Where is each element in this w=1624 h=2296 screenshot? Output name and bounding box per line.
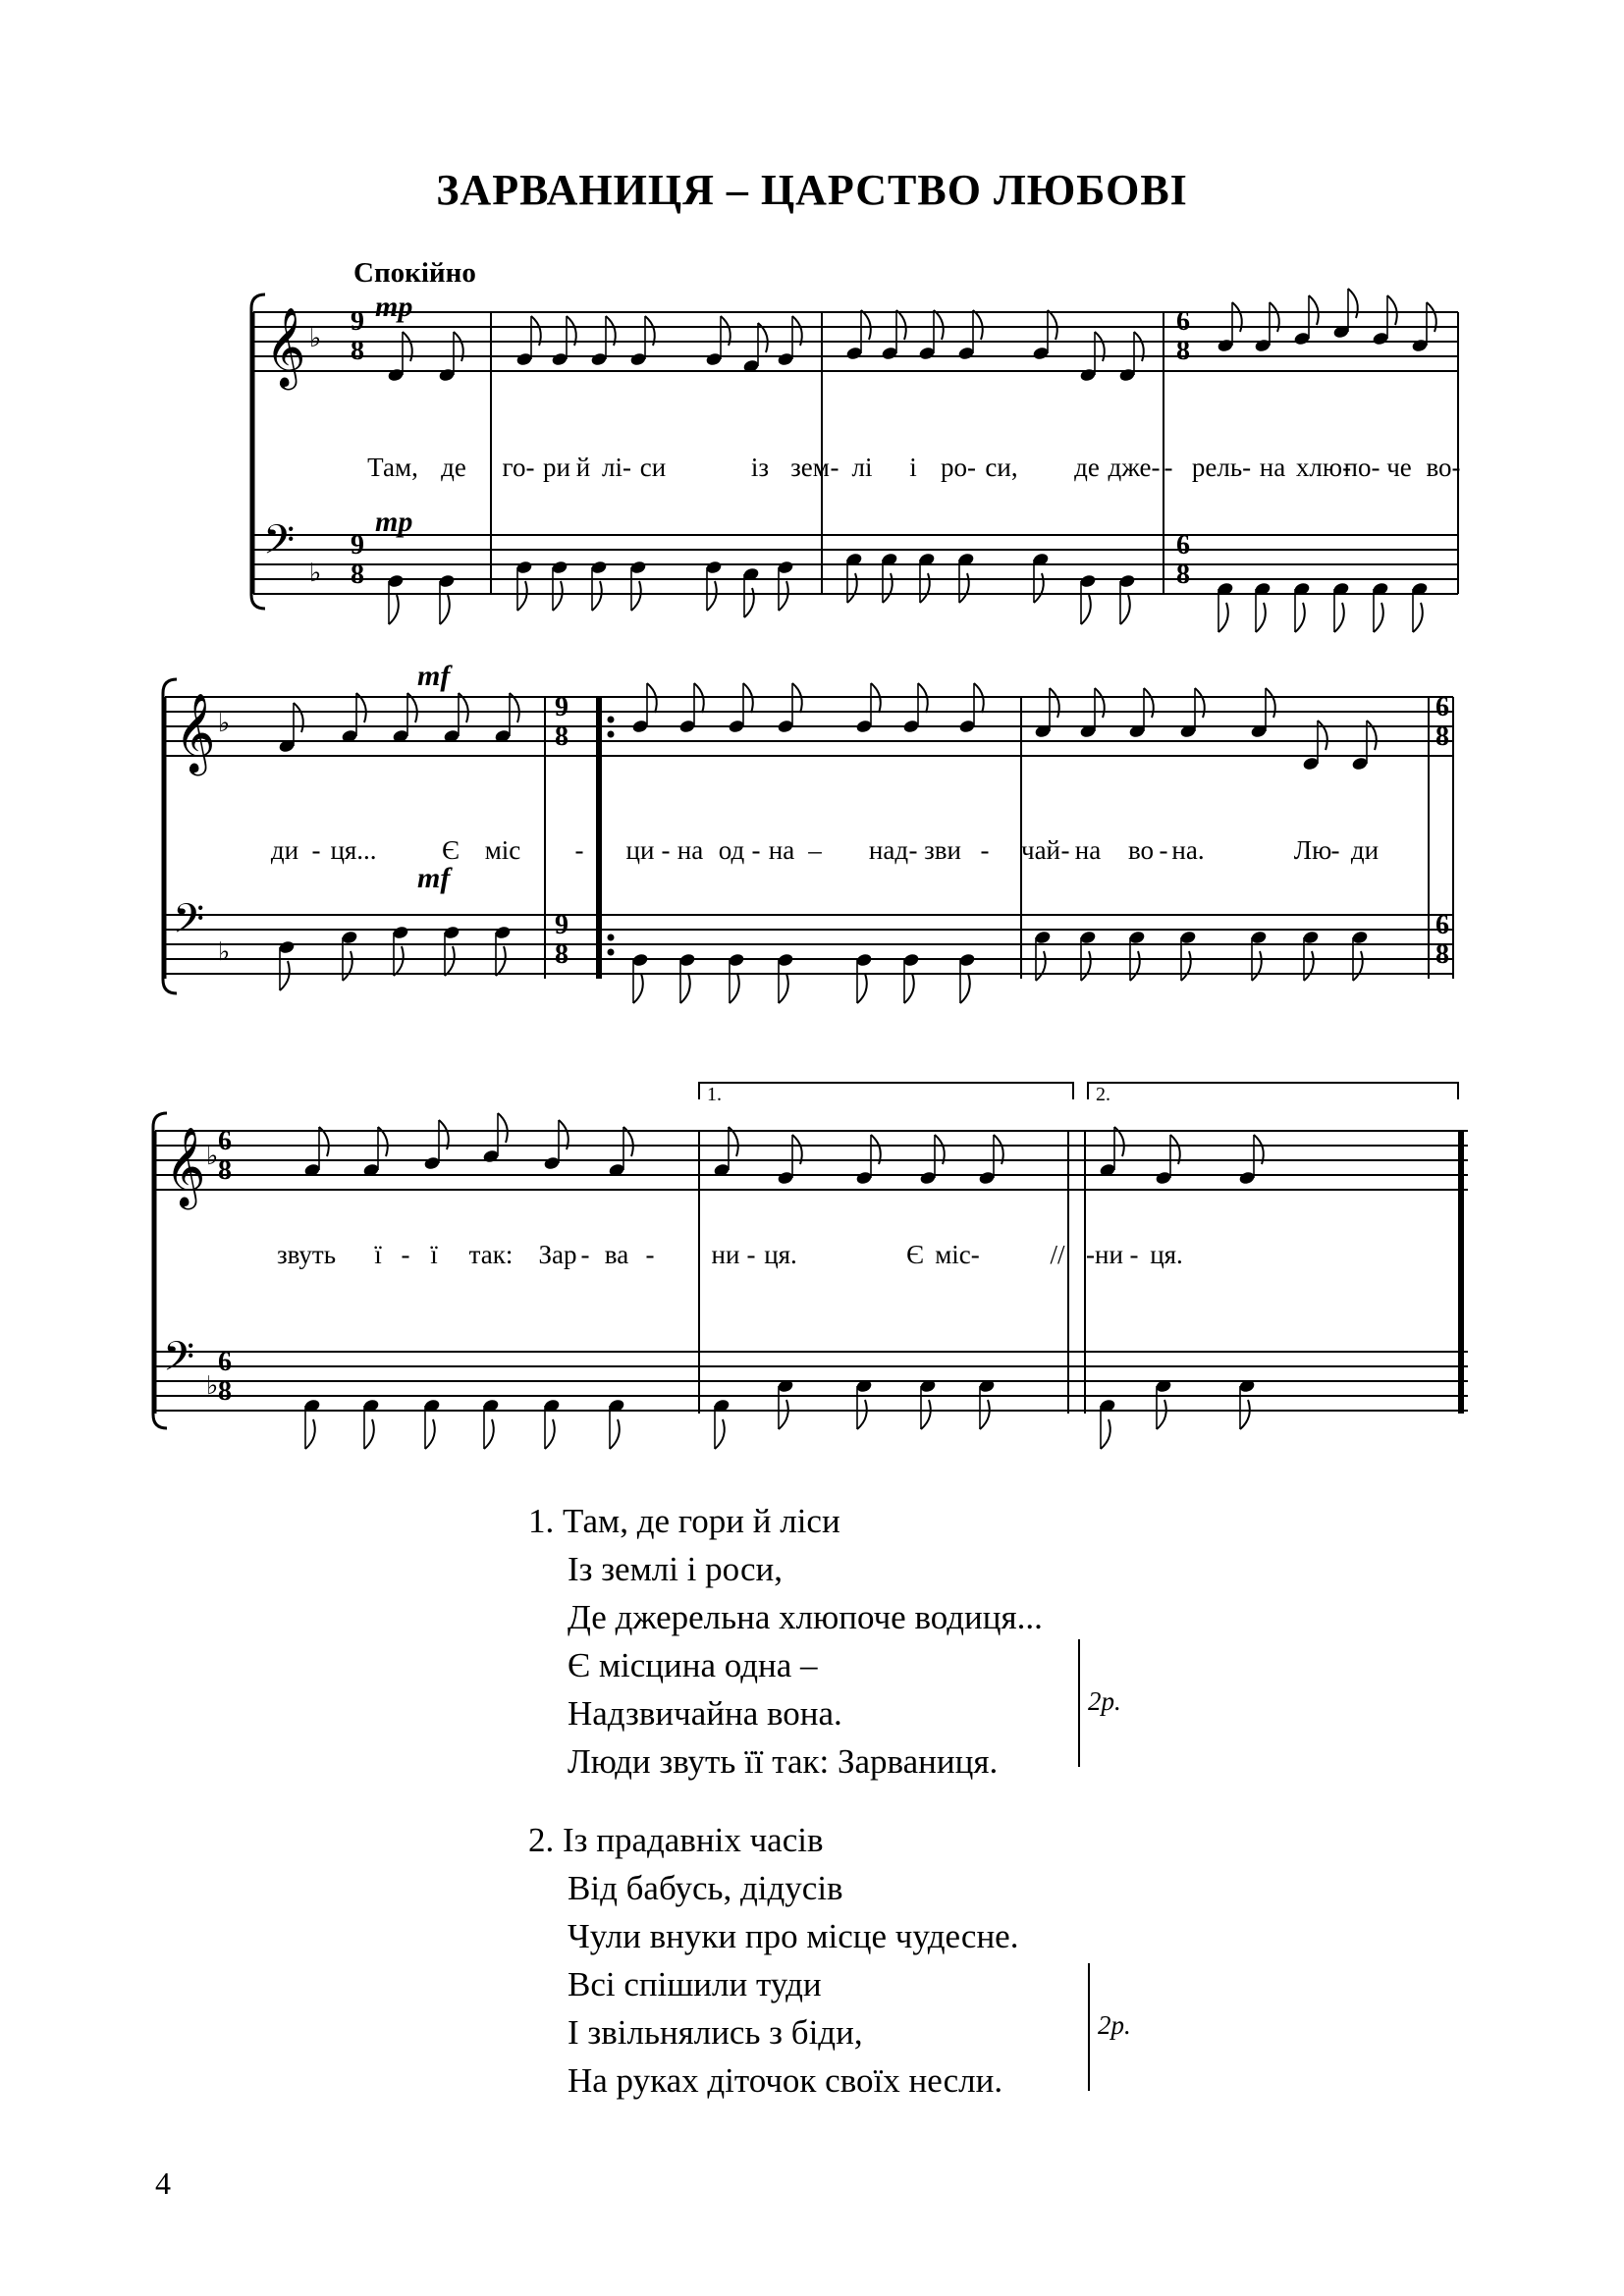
lyric-syllable: ї <box>374 1240 382 1269</box>
lyric-syllable: лі <box>851 453 873 482</box>
time-signature: 8 <box>218 1376 232 1407</box>
lyric-syllable: - <box>1060 835 1070 865</box>
note-flag <box>394 946 404 976</box>
note-flag <box>1266 688 1275 718</box>
time-signature: 9 <box>555 692 568 722</box>
lyric-syllable: - <box>661 835 671 865</box>
lyric-syllable: із <box>750 453 770 482</box>
key-signature-flat: ♭ <box>206 1142 219 1171</box>
time-signature: 6 <box>1435 692 1449 722</box>
lyric-syllable: ди <box>1350 835 1380 865</box>
lyric-syllable: де <box>1074 453 1100 482</box>
note-flag <box>440 595 450 624</box>
note-flag <box>1334 603 1344 632</box>
lyric-syllable: над <box>868 835 909 865</box>
note-flag <box>934 310 944 340</box>
note-flag <box>1353 951 1363 981</box>
time-signature: 9 <box>351 306 364 337</box>
note-flag <box>1036 951 1046 981</box>
song-title: ЗАРВАНИЦЯ – ЦАРСТВО ЛЮБОВІ <box>436 166 1188 214</box>
second-ending-label: 2. <box>1096 1084 1110 1105</box>
lyric-syllable: ва <box>604 1240 629 1269</box>
bass-clef: 𝄢 <box>263 516 296 573</box>
note-flag <box>680 974 690 1003</box>
lyric-syllable: - <box>746 1240 756 1269</box>
note-flag <box>921 1400 931 1429</box>
lyric-syllable: на <box>768 835 795 865</box>
treble-clef: 𝄞 <box>175 692 216 773</box>
note-flag <box>631 581 641 611</box>
note-flag <box>960 974 970 1003</box>
lyric-syllable: міс <box>484 835 521 865</box>
lyric-syllable: де <box>441 453 466 482</box>
time-signature: 8 <box>1176 560 1190 590</box>
lyric-syllable: Зар <box>538 1240 577 1269</box>
verse-number: 1. <box>528 1502 555 1540</box>
lyric-syllable: Є <box>442 835 460 865</box>
verse-2 <box>528 1816 1018 2105</box>
note-flag <box>847 573 857 603</box>
note-flag <box>1195 688 1205 718</box>
verse-line: І звільнялись з біди, <box>568 2013 863 2052</box>
note-flag <box>484 1419 494 1449</box>
note-flag <box>904 974 914 1003</box>
note-flag <box>959 573 969 603</box>
note-flag <box>1101 1419 1110 1449</box>
repeat-dot <box>608 717 615 723</box>
note-flag <box>1120 595 1130 624</box>
note-flag <box>1309 295 1319 325</box>
lyric-syllable: си, <box>985 453 1018 482</box>
note-flag <box>1374 603 1383 632</box>
note-flag <box>1157 1400 1166 1429</box>
treble-clef: 𝄞 <box>165 1126 206 1206</box>
verse-line: Де джерельна хлюпоче водиця... <box>568 1598 1043 1636</box>
lyric-syllable: ци <box>625 835 655 865</box>
lyrics-system-1 <box>0 453 1624 492</box>
time-signature: 8 <box>1435 939 1449 970</box>
lyric-syllable: на <box>677 835 704 865</box>
note-flag <box>920 573 930 603</box>
note-flag <box>1130 951 1140 981</box>
bass-clef: 𝄢 <box>173 895 205 952</box>
note-flag <box>715 1419 725 1449</box>
lyric-syllable: - <box>574 835 584 865</box>
dynamic-marking-bass-2: mf <box>417 862 451 894</box>
key-signature-flat: ♭ <box>206 1371 219 1401</box>
time-signature: 6 <box>1176 306 1190 337</box>
note-flag <box>1081 951 1091 981</box>
repeat-dot <box>608 934 615 941</box>
lyric-syllable: - <box>1129 1240 1139 1269</box>
note-flag <box>364 1419 374 1449</box>
verse-line: Із землі і роси, <box>568 1550 784 1588</box>
lyric-syllable: хлю- <box>1295 453 1352 482</box>
lyric-syllable: міс- <box>935 1240 980 1269</box>
time-signature: 6 <box>1176 530 1190 561</box>
note-flag <box>445 946 455 976</box>
repeat-dot <box>608 949 615 956</box>
lyric-syllable: зем <box>790 453 830 482</box>
note-flag <box>730 974 739 1003</box>
note-flag <box>294 703 303 732</box>
lyric-syllable: чай <box>1020 835 1061 865</box>
note-flag <box>1387 295 1397 325</box>
lyric-syllable: звуть <box>276 1240 337 1269</box>
note-flag <box>1050 688 1059 718</box>
note-flag <box>1144 688 1154 718</box>
lyric-syllable: -ни <box>1086 1240 1123 1269</box>
note-flag <box>779 581 788 611</box>
tempo-marking: Спокійно <box>353 257 476 289</box>
note-flag <box>1318 721 1327 750</box>
note-flag <box>1095 688 1105 718</box>
note-flag <box>857 974 867 1003</box>
lyric-syllable: - <box>1159 835 1168 865</box>
note-flag <box>707 581 717 611</box>
time-signature: 8 <box>351 336 364 366</box>
page-number: 4 <box>155 2165 171 2201</box>
verse-line: Із прадавніх часів <box>563 1821 824 1859</box>
verse-line: На руках діточок своїх несли. <box>568 2061 1003 2100</box>
lyric-syllable: - <box>830 453 839 482</box>
lyric-syllable: на <box>1259 453 1286 482</box>
note-flag <box>553 581 563 611</box>
lyric-syllable: ця. <box>764 1240 797 1269</box>
lyric-syllable: лі- <box>602 453 631 482</box>
note-flag <box>1256 603 1266 632</box>
lyric-syllable: Лю <box>1293 835 1332 865</box>
time-signature: 6 <box>1435 910 1449 940</box>
note-flag <box>1367 721 1377 750</box>
lyric-syllable: од <box>718 835 745 865</box>
note-flag <box>1295 603 1305 632</box>
note-flag <box>1304 951 1314 981</box>
repeat-mark: 2р. <box>1098 2010 1131 2040</box>
key-signature-flat: ♭ <box>218 937 231 967</box>
lyrics-system-2 <box>0 835 1624 875</box>
note-flag <box>883 573 893 603</box>
time-signature: 9 <box>555 910 568 940</box>
lyric-syllable: - <box>1164 453 1173 482</box>
lyric-syllable: і <box>909 453 917 482</box>
lyric-syllable: во <box>1127 835 1155 865</box>
lyric-syllable: // <box>1050 1240 1065 1269</box>
note-flag <box>1218 603 1228 632</box>
time-signature: 8 <box>555 939 568 970</box>
note-flag <box>496 946 506 976</box>
lyric-syllable: че <box>1386 453 1412 482</box>
volta-bracket <box>699 1083 1073 1099</box>
dynamic-marking-treble: mp <box>375 291 413 323</box>
note-flag <box>389 595 399 624</box>
lyric-syllable: ро- <box>941 453 976 482</box>
treble-clef: 𝄞 <box>265 306 306 387</box>
note-flag <box>1081 595 1091 624</box>
verse-number: 2. <box>528 1821 555 1859</box>
note-flag <box>425 1419 435 1449</box>
lyric-syllable: ця. <box>1150 1240 1183 1269</box>
lyric-syllable: на <box>1074 835 1102 865</box>
verse-line: Надзвичайна вона. <box>568 1694 842 1733</box>
verse-1 <box>528 1497 1043 1786</box>
repeat-mark: 2р. <box>1088 1686 1121 1716</box>
lyric-syllable: так: <box>468 1240 514 1269</box>
note-flag <box>779 974 788 1003</box>
lyric-syllable: Там, <box>367 453 418 482</box>
note-flag <box>545 1419 555 1449</box>
note-flag <box>896 310 906 340</box>
key-signature-flat: ♭ <box>309 324 322 353</box>
note-flag <box>1181 951 1191 981</box>
note-flag <box>1240 1400 1250 1429</box>
volta-bracket <box>1088 1083 1458 1099</box>
note-flag <box>1348 289 1358 318</box>
note-flag <box>861 310 871 340</box>
verse-line: Є місцина одна – <box>568 1646 818 1684</box>
lyric-syllable: ди <box>270 835 299 865</box>
verse-line: Чули внуки про місце чудесне. <box>568 1917 1019 1955</box>
lyric-syllable: го- <box>502 453 535 482</box>
lyric-syllable: й <box>575 453 591 482</box>
lyric-syllable: - <box>311 835 321 865</box>
key-signature-flat: ♭ <box>309 559 322 588</box>
note-flag <box>1252 951 1262 981</box>
lyric-syllable: - <box>1330 835 1340 865</box>
repeat-bracket <box>1078 1639 1080 1767</box>
lyric-syllable: во- <box>1426 453 1461 482</box>
note-flag <box>1413 603 1423 632</box>
key-signature-flat: ♭ <box>218 709 231 738</box>
lyric-syllable: рель- <box>1191 453 1252 482</box>
lyric-syllable: по- <box>1343 453 1380 482</box>
lyric-syllable: - <box>645 1240 655 1269</box>
lyric-syllable: зви <box>924 835 961 865</box>
dynamic-marking-bass: mp <box>375 506 413 538</box>
lyric-syllable: на. <box>1171 835 1205 865</box>
verse-line: Люди звуть її так: Зарваниця. <box>568 1742 999 1781</box>
note-flag <box>498 1113 508 1143</box>
verse-line: Від бабусь, дідусів <box>568 1869 843 1907</box>
verse-line: Всі спішили туди <box>568 1965 822 2003</box>
note-flag <box>857 1400 867 1429</box>
note-flag <box>1048 310 1057 340</box>
lyric-syllable: ни <box>711 1240 740 1269</box>
note-flag <box>343 951 352 981</box>
lyric-syllable: ця... <box>330 835 377 865</box>
first-ending-label: 1. <box>707 1084 722 1105</box>
note-flag <box>1034 573 1044 603</box>
lyric-syllable: Є <box>906 1240 924 1269</box>
lyric-syllable: - <box>751 835 761 865</box>
repeat-bracket <box>1088 1963 1090 2091</box>
note-flag <box>305 1419 315 1449</box>
lyric-syllable: - <box>401 1240 410 1269</box>
time-signature: 8 <box>1435 721 1449 752</box>
lyric-syllable: си <box>639 453 667 482</box>
note-flag <box>980 1400 990 1429</box>
time-signature: 8 <box>1176 336 1190 366</box>
verse-line: Там, де гори й ліси <box>563 1502 840 1540</box>
time-signature: 8 <box>555 721 568 752</box>
repeat-dot <box>608 731 615 738</box>
time-signature: 6 <box>218 1126 232 1156</box>
lyrics-system-3 <box>0 1240 1624 1279</box>
lyric-syllable: ри <box>543 453 570 482</box>
note-flag <box>280 961 290 990</box>
dynamic-marking-treble-2: mf <box>417 660 451 692</box>
note-flag <box>592 581 602 611</box>
lyric-syllable: дже- <box>1108 453 1161 482</box>
lyric-syllable: - <box>980 835 990 865</box>
time-signature: 9 <box>351 530 364 561</box>
note-flag <box>779 1400 788 1429</box>
lyric-syllable: ї <box>430 1240 438 1269</box>
lyric-syllable: - <box>908 835 918 865</box>
note-flag <box>610 1419 620 1449</box>
note-flag <box>973 310 983 340</box>
note-flag <box>517 581 527 611</box>
time-signature: 8 <box>351 560 364 590</box>
note-flag <box>633 974 643 1003</box>
note-flag <box>744 588 754 617</box>
bass-clef: 𝄢 <box>163 1333 195 1390</box>
time-signature: 8 <box>218 1155 232 1186</box>
lyric-syllable: - <box>580 1240 590 1269</box>
lyric-syllable: – <box>808 835 822 865</box>
time-signature: 6 <box>218 1347 232 1377</box>
